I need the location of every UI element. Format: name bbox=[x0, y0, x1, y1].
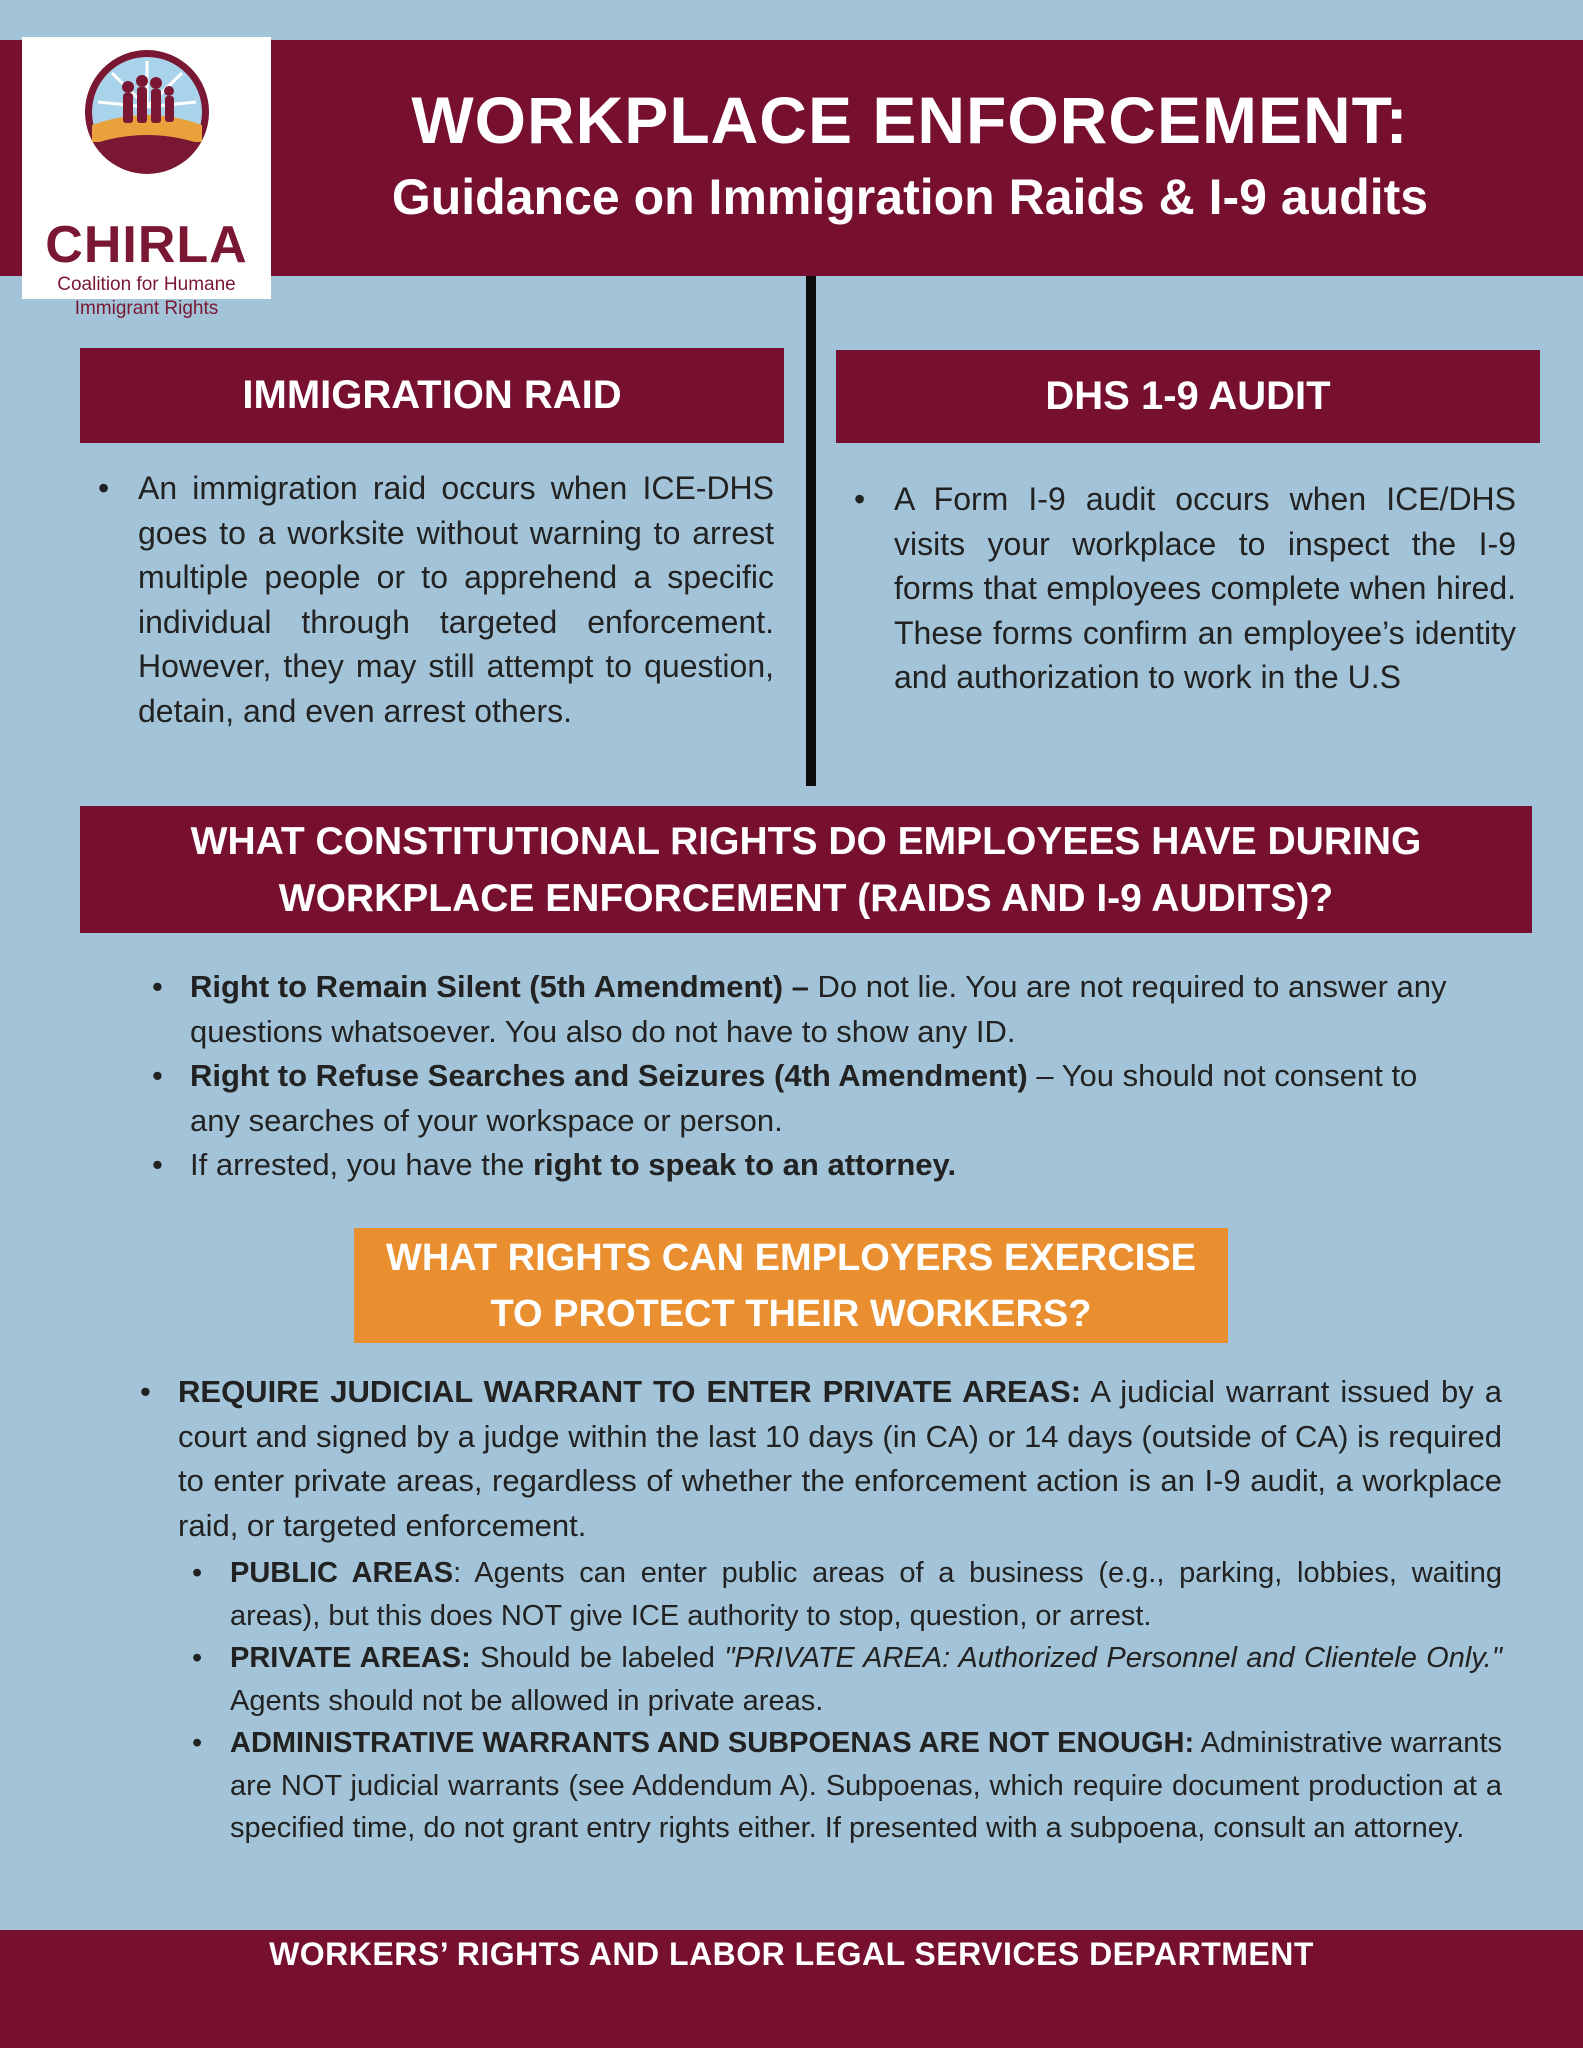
employee-rights-list bbox=[152, 965, 1472, 1188]
right-title: PRIVATE AREAS: bbox=[230, 1642, 471, 1674]
label-example: "PRIVATE AREA: Authorized Personnel and Clientele Only." bbox=[724, 1642, 1502, 1674]
employer-rights-heading bbox=[354, 1228, 1228, 1343]
list-item bbox=[178, 1637, 1502, 1722]
page-title: WORKPLACE ENFORCEMENT: bbox=[411, 83, 1409, 157]
right-title: ADMINISTRATIVE WARRANTS AND SUBPOENAS ARE NOT ENOUGH: bbox=[230, 1727, 1195, 1759]
audit-definition-list bbox=[836, 477, 1516, 700]
employee-rights-heading-line2: WORKPLACE ENFORCEMENT (RAIDS AND I-9 AUDITS)? bbox=[278, 877, 1334, 920]
raid-definition-list bbox=[80, 466, 774, 733]
list-item bbox=[152, 965, 1472, 1054]
chirla-logo bbox=[22, 37, 271, 319]
list-item bbox=[152, 1143, 1472, 1188]
employee-rights-heading-line1: WHAT CONSTITUTIONAL RIGHTS DO EMPLOYEES HAVE DURING bbox=[190, 820, 1422, 863]
right-text: Administrative warrants are NOT judicial warrants (see Addendum A). Subpoenas, which require document production at a specified time, do not grant entry rights either. If presented with a subpoena, consult an attorney. bbox=[230, 1727, 1502, 1844]
column-divider bbox=[806, 276, 816, 786]
audit-heading: DHS 1-9 AUDIT bbox=[836, 350, 1540, 443]
right-title: PUBLIC AREAS bbox=[230, 1557, 454, 1589]
right-text: : Agents can enter public areas of a business (e.g., parking, lobbies, waiting areas), but this does NOT give ICE authority to stop, question, or arrest. bbox=[230, 1557, 1502, 1632]
employer-rights-heading-line2: TO PROTECT THEIR WORKERS? bbox=[490, 1293, 1092, 1335]
right-text: Should be labeled bbox=[470, 1642, 725, 1674]
right-text: Agents should not be allowed in private areas. bbox=[230, 1684, 824, 1717]
logo-subtitle bbox=[22, 273, 271, 321]
list-item bbox=[178, 1722, 1502, 1850]
right-title: Right to Refuse Searches and Seizures (4th Amendment) bbox=[190, 1058, 1028, 1093]
logo-subtitle-line1: Coalition for Humane bbox=[57, 274, 236, 295]
logo-emblem-icon bbox=[82, 47, 212, 177]
employer-sub-list bbox=[178, 1552, 1502, 1850]
right-text: A judicial warrant issued by a court and signed by a judge within the last 10 days (in CA) or 14 days (outside of CA) is required to enter private areas, regardless of whether the enforcement action is an I-9 audit, a workplace raid, or targeted enforcement. bbox=[178, 1374, 1502, 1543]
employee-rights-heading bbox=[80, 806, 1532, 933]
right-title: REQUIRE JUDICIAL WARRANT TO ENTER PRIVATE AREAS: bbox=[178, 1374, 1082, 1409]
right-text: If arrested, you have the bbox=[190, 1147, 533, 1182]
list-item bbox=[152, 1054, 1472, 1143]
logo-subtitle-line2: Immigrant Rights bbox=[74, 298, 219, 319]
list-item bbox=[140, 1370, 1502, 1850]
page-subtitle: Guidance on Immigration Raids & I-9 audits bbox=[391, 169, 1429, 225]
employer-rights-list bbox=[140, 1370, 1502, 1850]
right-title: Right to Remain Silent (5th Amendment) – bbox=[190, 969, 809, 1004]
right-text: Do not lie. You are not required to answer any questions whatsoever. You also do not have to show any ID. bbox=[190, 969, 1447, 1049]
footer-department: WORKERS’ RIGHTS AND LABOR LEGAL SERVICES DEPARTMENT bbox=[269, 1936, 1314, 1972]
employer-rights-heading-line1: WHAT RIGHTS CAN EMPLOYERS EXERCISE bbox=[385, 1237, 1197, 1279]
right-text: – You should not consent to any searches of your workspace or person. bbox=[190, 1058, 1418, 1138]
list-item bbox=[178, 1552, 1502, 1637]
audit-definition: • A Form I-9 audit occurs when ICE/DHS visits your workplace to inspect the I-9 forms that employees complete when hired. These forms confirm an employee’s identity and authorization to work in the U.S bbox=[836, 477, 1516, 700]
right-title: right to speak to an attorney. bbox=[532, 1147, 957, 1182]
logo-name: CHIRLA bbox=[45, 216, 248, 274]
immigration-raid-heading: IMMIGRATION RAID bbox=[80, 348, 784, 443]
raid-definition: • An immigration raid occurs when ICE-DHS goes to a worksite without warning to arrest multiple people or to apprehend a specific individual through targeted enforcement. However, they may still attempt to question, detain, and even arrest others. bbox=[80, 466, 774, 733]
